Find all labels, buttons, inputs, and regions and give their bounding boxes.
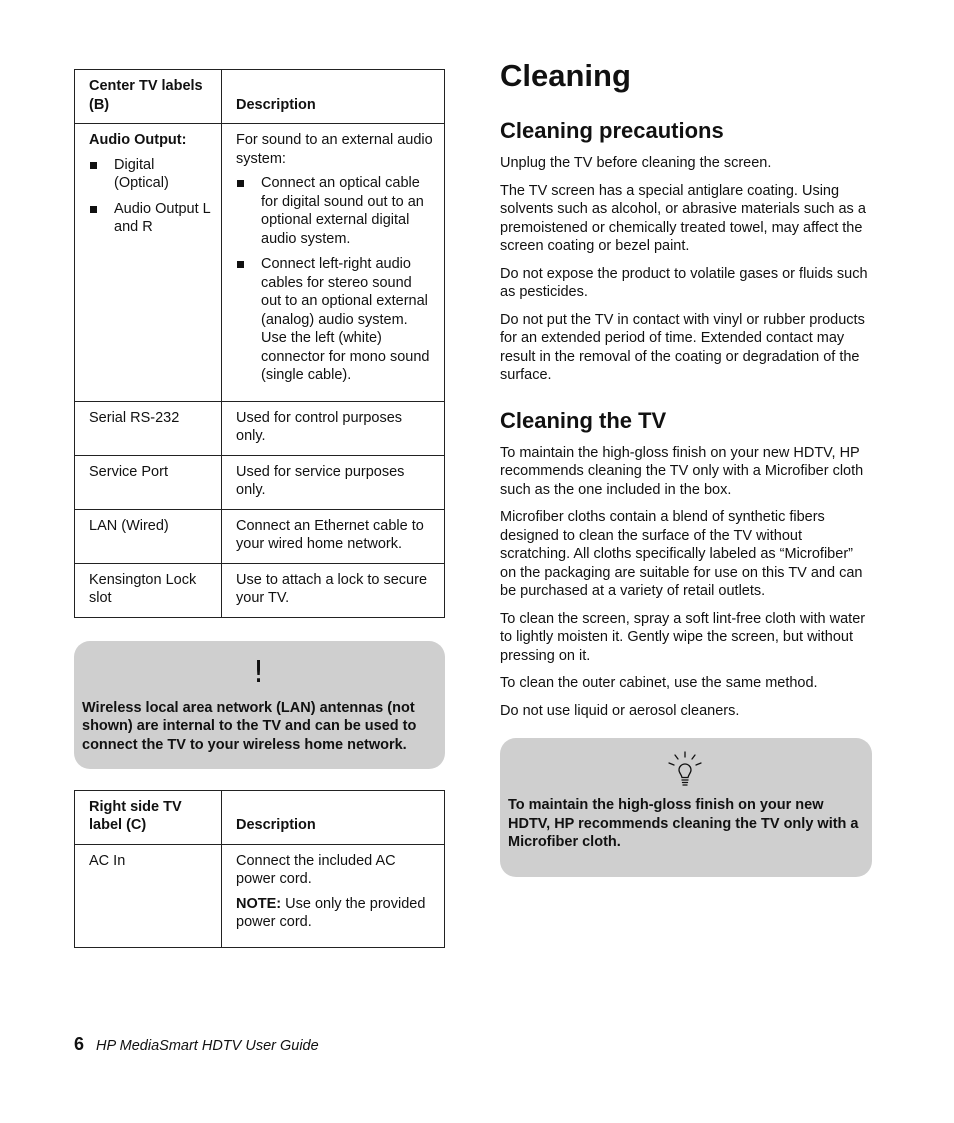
list-item: Connect an optical cable for digital sound out to an optional external digital audio system. bbox=[236, 174, 434, 248]
row-label-cell: Kensington Lock slot bbox=[75, 563, 222, 617]
table-row bbox=[75, 509, 445, 563]
paragraph: Do not expose the product to volatile gases or fluids such as pesticides. bbox=[500, 265, 868, 300]
left-column bbox=[74, 69, 445, 948]
table-row bbox=[75, 563, 445, 617]
list-item: Digital (Optical) bbox=[89, 156, 211, 193]
row-label-cell bbox=[75, 124, 222, 402]
audio-output-intro: For sound to an external audio system: bbox=[236, 132, 433, 167]
right-side-labels-table bbox=[74, 790, 445, 948]
table-row bbox=[75, 401, 445, 455]
section-heading-precautions: Cleaning precautions bbox=[500, 118, 724, 143]
row-description-cell: Used for service purposes only. bbox=[222, 455, 445, 509]
guide-title: HP MediaSmart HDTV User Guide bbox=[96, 1038, 319, 1054]
callout-text: To maintain the high-gloss finish on your new HDTV, HP recommends cleaning the TV only with a Microfiber cloth. bbox=[508, 797, 859, 850]
audio-output-type-list bbox=[89, 156, 211, 237]
paragraph: Do not put the TV in contact with vinyl or rubber products for an extended period of time. Extended contact may result in the removal of the coating or degradation of the surface. bbox=[500, 311, 865, 383]
row-description-cell: Connect an Ethernet cable to your wired home network. bbox=[222, 509, 445, 563]
page-footer bbox=[74, 1034, 319, 1055]
paragraph: Do not use liquid or aerosol cleaners. bbox=[500, 702, 740, 719]
row-label-cell: AC In bbox=[75, 844, 222, 947]
paragraph: To clean the screen, spray a soft lint-free cloth with water to lightly moisten it. Gently wipe the screen, but without pressing on it. bbox=[500, 610, 866, 664]
header-labels: Center TV labels (B) bbox=[75, 70, 222, 124]
page-number: 6 bbox=[74, 1034, 85, 1054]
center-tv-labels-table bbox=[74, 69, 445, 618]
table-row bbox=[75, 455, 445, 509]
table-row bbox=[75, 844, 445, 947]
section-heading-cleaning-tv: Cleaning the TV bbox=[500, 407, 667, 433]
table-header-row bbox=[75, 790, 445, 844]
row-label-cell: LAN (Wired) bbox=[75, 509, 222, 563]
audio-output-instructions bbox=[236, 174, 434, 385]
list-item: Audio Output L and R bbox=[89, 200, 211, 237]
list-item: Connect left-right audio cables for stereo sound out to an optional external (analog) audio system. Use the left (white) connector for mono sound (single cable). bbox=[236, 255, 434, 385]
paragraph: To maintain the high-gloss finish on your new HDTV, HP recommends cleaning the TV only with a Microfiber cloth such as the one included in the box. bbox=[500, 444, 864, 498]
row-description-cell bbox=[222, 124, 445, 402]
note-text: Use only the provided power cord. bbox=[236, 895, 426, 930]
right-column bbox=[500, 58, 872, 877]
paragraph: The TV screen has a special antiglare coating. Using solvents such as alcohol, or abrasive materials such as a premoistened or chemically treated towel, may affect the screen coating or bezel paint. bbox=[500, 182, 866, 254]
callout-text: Wireless local area network (LAN) antennas (not shown) are internal to the TV and can be used to connect the TV to your wireless home network. bbox=[82, 699, 417, 753]
wireless-lan-callout bbox=[74, 641, 445, 769]
row-description-cell: Use to attach a lock to secure your TV. bbox=[222, 563, 445, 617]
header-description: Description bbox=[222, 70, 445, 124]
exclamation-icon: ! bbox=[252, 654, 265, 690]
row-label-cell: Service Port bbox=[75, 455, 222, 509]
row-label-cell: Serial RS-232 bbox=[75, 401, 222, 455]
ac-in-description: Connect the included AC power cord. bbox=[236, 852, 396, 887]
audio-output-label: Audio Output: bbox=[89, 132, 187, 148]
note-label: NOTE: bbox=[236, 895, 282, 912]
row-description-cell bbox=[222, 844, 445, 947]
row-description-cell: Used for control purposes only. bbox=[222, 401, 445, 455]
table-row bbox=[75, 124, 445, 402]
table-header-row bbox=[75, 70, 445, 124]
paragraph: To clean the outer cabinet, use the same method. bbox=[500, 675, 818, 691]
tip-callout bbox=[500, 738, 872, 877]
header-description: Description bbox=[222, 790, 445, 844]
page-title: Cleaning bbox=[500, 58, 631, 93]
header-labels: Right side TV label (C) bbox=[75, 790, 222, 844]
lightbulb-icon bbox=[508, 750, 862, 792]
paragraph: Unplug the TV before cleaning the screen. bbox=[500, 155, 772, 171]
ac-in-note bbox=[236, 895, 434, 932]
paragraph: Microfiber cloths contain a blend of synthetic fibers designed to clean the surface of the TV without scratching. All cloths specifically labeled as “Microfiber” on the packaging are suitable for use on this TV and can be purchased at a variety of retail outlets. bbox=[500, 509, 863, 599]
